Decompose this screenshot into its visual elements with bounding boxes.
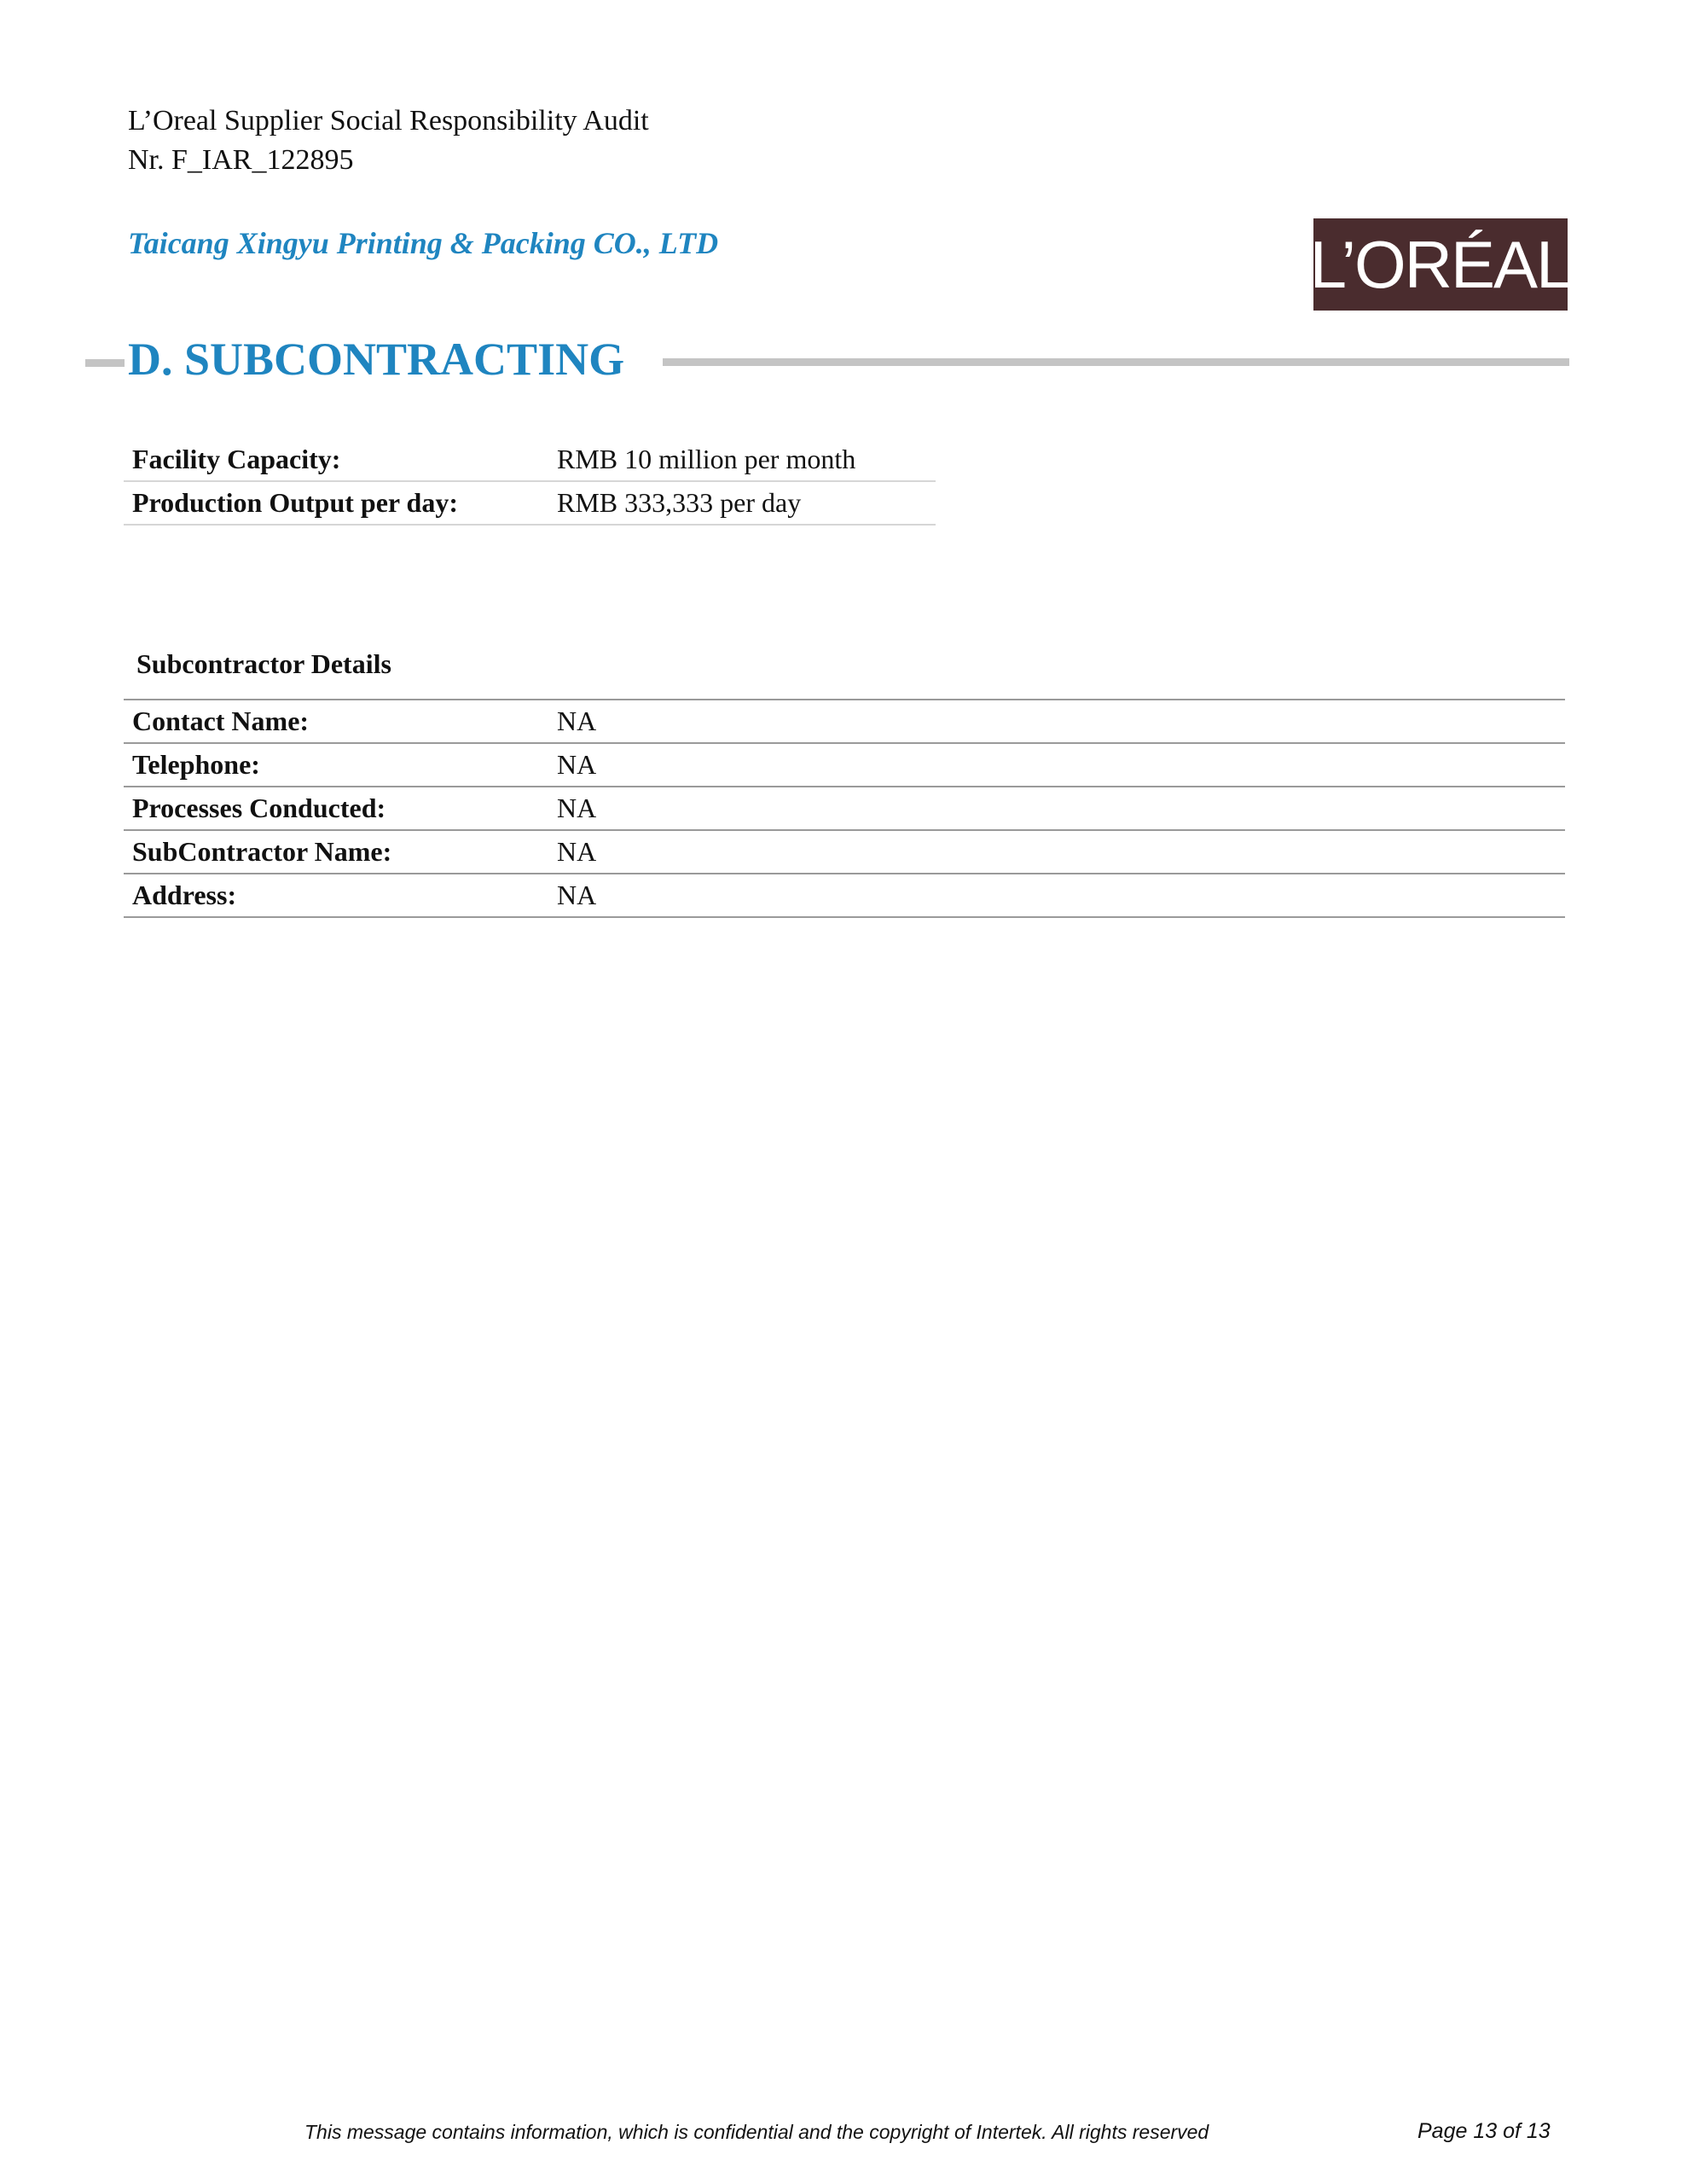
row-label: Processes Conducted: [124,787,548,830]
section-heading: D. SUBCONTRACTING [128,334,625,385]
subcontractor-heading: Subcontractor Details [136,648,391,679]
capacity-table [124,439,936,526]
table-row [124,481,936,525]
footer-confidentiality-note: This message contains information, which is confidential and the copyright of Intertek. All rights reserved [304,2121,1209,2143]
table-row [124,830,1565,874]
loreal-logo [1309,218,1572,311]
document-title: L’Oreal Supplier Social Responsibility Audit [128,105,649,136]
logo-text: L’ORÉAL [1309,227,1572,302]
row-label: Telephone: [124,743,548,787]
table-row [124,439,936,481]
row-value: NA [548,874,1565,917]
row-label: Production Output per day: [124,481,548,525]
table-row [124,874,1565,917]
subcontractor-table [124,699,1565,918]
row-label: Contact Name: [124,700,548,743]
table-row [124,700,1565,743]
row-label: SubContractor Name: [124,830,548,874]
document-number: Nr. F_IAR_122895 [128,144,354,176]
company-name: Taicang Xingyu Printing & Packing CO., LTD [128,226,719,260]
heading-bar-left [85,359,125,367]
table-row [124,743,1565,787]
row-label: Address: [124,874,548,917]
page-number: Page 13 of 13 [1417,2119,1551,2143]
table-row [124,787,1565,830]
row-value: NA [548,743,1565,787]
row-value: NA [548,700,1565,743]
row-value: RMB 10 million per month [548,439,936,481]
row-value: RMB 333,333 per day [548,481,936,525]
heading-bar-right [663,358,1569,366]
row-value: NA [548,830,1565,874]
row-value: NA [548,787,1565,830]
row-label: Facility Capacity: [124,439,548,481]
